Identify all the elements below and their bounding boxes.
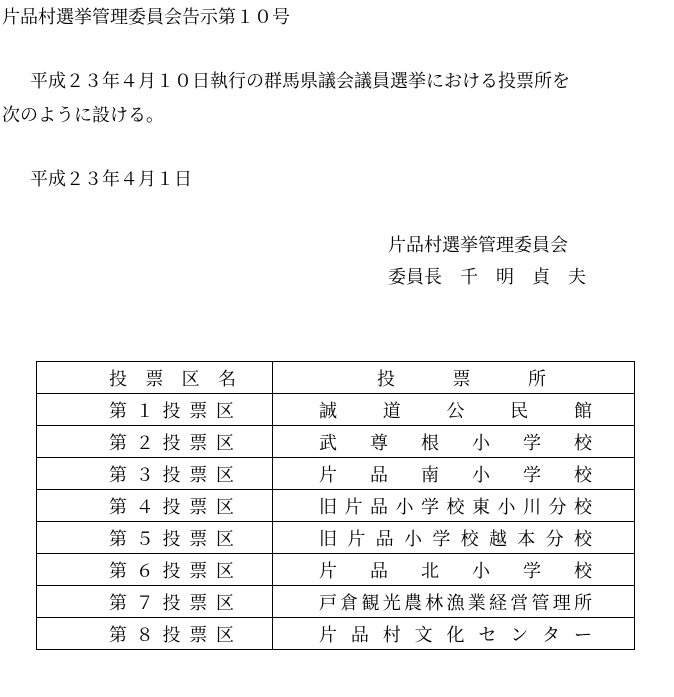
table-row xyxy=(37,490,635,522)
district-cell: 第 ８ 投 票 区 xyxy=(37,618,273,650)
table-row xyxy=(37,618,635,650)
district-cell: 第 ７ 投 票 区 xyxy=(37,586,273,618)
district-cell: 第 １ 投 票 区 xyxy=(37,394,273,426)
district-cell: 第 ４ 投 票 区 xyxy=(37,490,273,522)
table-row xyxy=(37,522,635,554)
table-row xyxy=(37,426,635,458)
district-cell: 第 ３ 投 票 区 xyxy=(37,458,273,490)
location-cell: 誠 道 公 民 館 xyxy=(273,394,635,426)
location-cell: 片 品 南 小 学 校 xyxy=(273,458,635,490)
notice-body-line-1: 平成２３年４月１０日執行の群馬県議会議員選挙における投票所を xyxy=(30,71,570,92)
table-header-row xyxy=(37,362,635,394)
chairman-signature: 委員長 千 明 貞 夫 xyxy=(388,267,586,288)
table-row xyxy=(37,394,635,426)
table-row xyxy=(37,554,635,586)
location-cell: 武 尊 根 小 学 校 xyxy=(273,426,635,458)
table-row xyxy=(37,458,635,490)
district-cell: 第 ５ 投 票 区 xyxy=(37,522,273,554)
location-cell: 片 品 北 小 学 校 xyxy=(273,554,635,586)
notice-body-line-2: 次のように設ける。 xyxy=(2,105,164,126)
district-cell: 第 ６ 投 票 区 xyxy=(37,554,273,586)
polling-station-table xyxy=(36,361,635,650)
location-cell: 片 品 村 文 化 セ ン タ ー xyxy=(273,618,635,650)
notice-date: 平成２３年４月１日 xyxy=(30,169,192,190)
location-cell: 旧 片 品 小 学 校 越 本 分 校 xyxy=(273,522,635,554)
header-location: 投 票 所 xyxy=(273,362,635,394)
location-cell: 旧 片 品 小 学 校 東 小 川 分 校 xyxy=(273,490,635,522)
table-row xyxy=(37,586,635,618)
notice-title: 片品村選挙管理委員会告示第１０号 xyxy=(2,7,290,28)
committee-name: 片品村選挙管理委員会 xyxy=(388,235,568,256)
district-cell: 第 ２ 投 票 区 xyxy=(37,426,273,458)
header-district: 投 票 区 名 xyxy=(37,362,273,394)
location-cell: 戸 倉 観 光 農 林 漁 業 経 営 管 理 所 xyxy=(273,586,635,618)
